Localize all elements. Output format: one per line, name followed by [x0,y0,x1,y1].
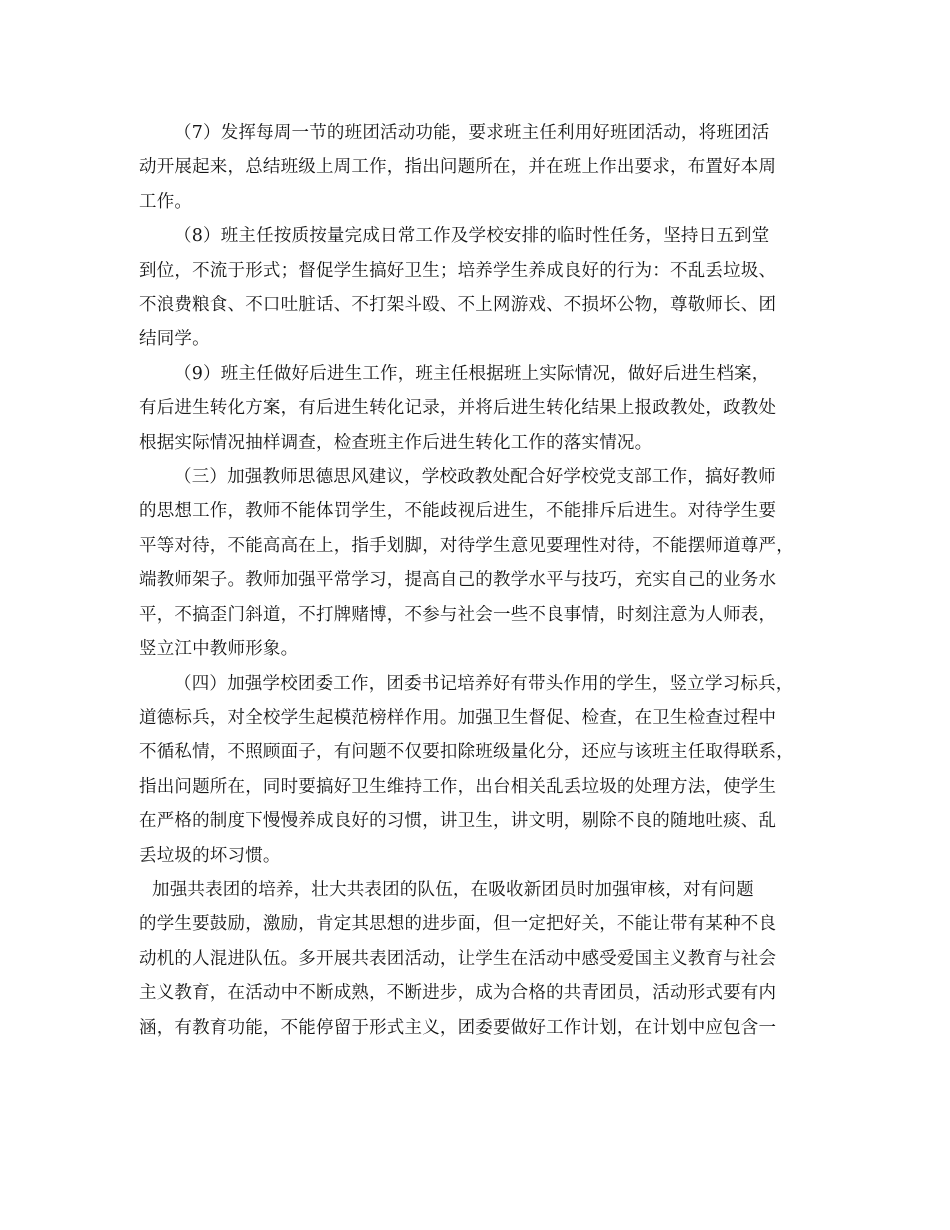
document-body [139,116,813,1045]
text-line: （7）发挥每周一节的班团活动功能，要求班主任利用好班团活动，将班团活 [174,123,770,143]
text-line: 动机的人混进队伍。多开展共表团活动，让学生在活动中感受爱国主义教育与社会 [139,948,777,969]
text-line: 动开展起来，总结班级上周工作，指出问题所在，并在班上作出要求，布置好本周 [139,157,777,178]
text-line: 平，不搞歪门斜道，不打牌赌博，不参与社会一些不良事情，时刻注意为人师表， [139,604,777,625]
paragraph-section-3 [139,460,813,666]
text-line: 丢垃圾的坏习惯。 [139,845,281,866]
text-line: 结同学。 [139,329,210,350]
paragraph-7 [139,116,813,219]
text-line: 工作。 [139,191,193,212]
text-line: 端教师架子。教师加强平常学习，提高自己的教学水平与技巧，充实自己的业务水 [139,570,777,591]
text-line: 主义教育，在活动中不断成熟，不断进步，成为合格的共青团员，活动形式要有内 [139,983,777,1004]
text-line: 根据实际情况抽样调查，检查班主作后进生转化工作的落实情况。 [139,432,653,453]
text-line: （三）加强教师思德思风建议，学校政教处配合好学校党支部工作，搞好教师 [174,467,776,488]
text-line: 平等对待，不能高高在上，指手划脚，对待学生意见要理性对待，不能摆师道尊严， [139,535,794,556]
text-line: 在严格的制度下慢慢养成良好的习惯，讲卫生，讲文明，剔除不良的随地吐痰、乱 [139,811,777,832]
text-line: （9）班主任做好后进生工作，班主任根据班上实际情况，做好后进生档案， [174,363,770,384]
paragraph-youth-league [139,873,813,1045]
text-line: 涵，有教育功能，不能停留于形式主义，团委要做好工作计划，在计划中应包含一 [139,1017,777,1038]
text-line: 有后进生转化方案，有后进生转化记录，并将后进生转化结果上报政教处，政教处 [139,398,777,419]
paragraph-9 [139,357,813,460]
text-line: 加强共表团的培养，壮大共表团的队伍，在吸收新团员时加强审核，对有问题 [152,879,754,900]
text-line: 竖立江中教师形象。 [139,639,299,660]
text-line: 的思想工作，教师不能体罚学生，不能歧视后进生，不能排斥后进生。对待学生要 [139,501,777,522]
text-line: （8）班主任按质按量完成日常工作及学校安排的临时性任务，坚持日五到堂 [174,226,770,247]
text-line: 指出问题所在，同时要搞好卫生维持工作，出台相关乱丢垃圾的处理方法，使学生 [139,776,777,797]
paragraph-8 [139,219,813,357]
text-line: 到位，不流于形式；督促学生搞好卫生；培养学生养成良好的行为：不乱丢垃圾、 [139,260,777,281]
paragraph-section-4 [139,667,813,873]
text-line: （四）加强学校团委工作，团委书记培养好有带头作用的学生，竖立学习标兵， [174,673,794,694]
text-line: 不浪费粮食、不口吐脏话、不打架斗殴、不上网游戏、不损坏公物，尊敬师长、团 [139,295,777,316]
text-line: 不循私情，不照顾面子，有问题不仅要扣除班级量化分，还应与该班主任取得联系， [139,742,794,763]
text-line: 的学生要鼓励，激励，肯定其思想的进步面，但一定把好关，不能让带有某种不良 [139,914,777,935]
text-line: 道德标兵，对全校学生起模范榜样作用。加强卫生督促、检查，在卫生检查过程中 [139,707,777,728]
